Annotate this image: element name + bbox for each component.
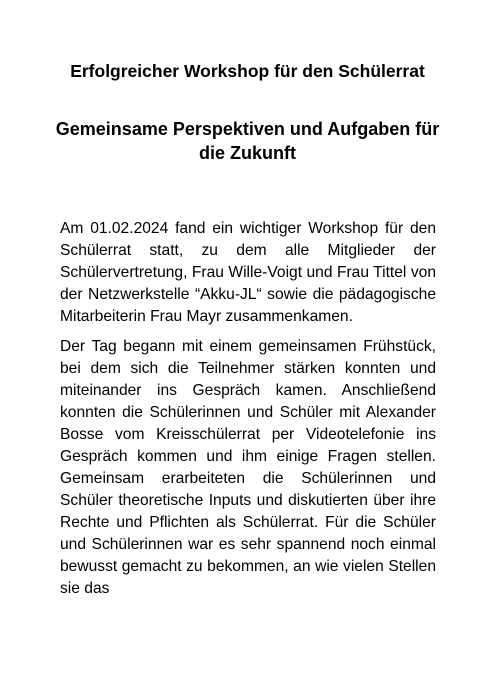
paragraph: Der Tag begann mit einem gemeinsamen Frühstück, bei dem sich die Teilnehmer stärken konnten und miteinander ins Gespräch kamen. Anschließend konnten die Schülerinnen und Schüler mit Alexander Bosse vom Kreisschülerrat per Videotelefonie ins Gespräch kommen und ihm einige Fragen stellen. Gemeinsam erarbeiteten die Schülerinnen und Schüler theoretische Inputs und diskutierten über ihre Rechte und Pflichten als Schülerrat. Für die Schüler und Schülerinnen war es sehr spannend noch einmal bewusst gemacht zu bekommen, an wie vielen Stellen sie das	[60, 338, 436, 597]
paragraph: Am 01.02.2024 fand ein wichtiger Workshop für den Schülerrat statt, zu dem alle Mitglieder der Schülervertretung, Frau Wille-Voigt und Frau Tittel von der Netzwerkstelle “Akku-JL“ sowie die pädagogische Mitarbeiterin Frau Mayr zusammenkamen.	[60, 220, 436, 325]
document-title: Erfolgreicher Workshop für den Schülerrat	[70, 61, 425, 81]
document-subtitle: Gemeinsame Perspektiven und Aufgaben für die Zukunft	[55, 119, 440, 163]
article-body	[60, 218, 436, 600]
